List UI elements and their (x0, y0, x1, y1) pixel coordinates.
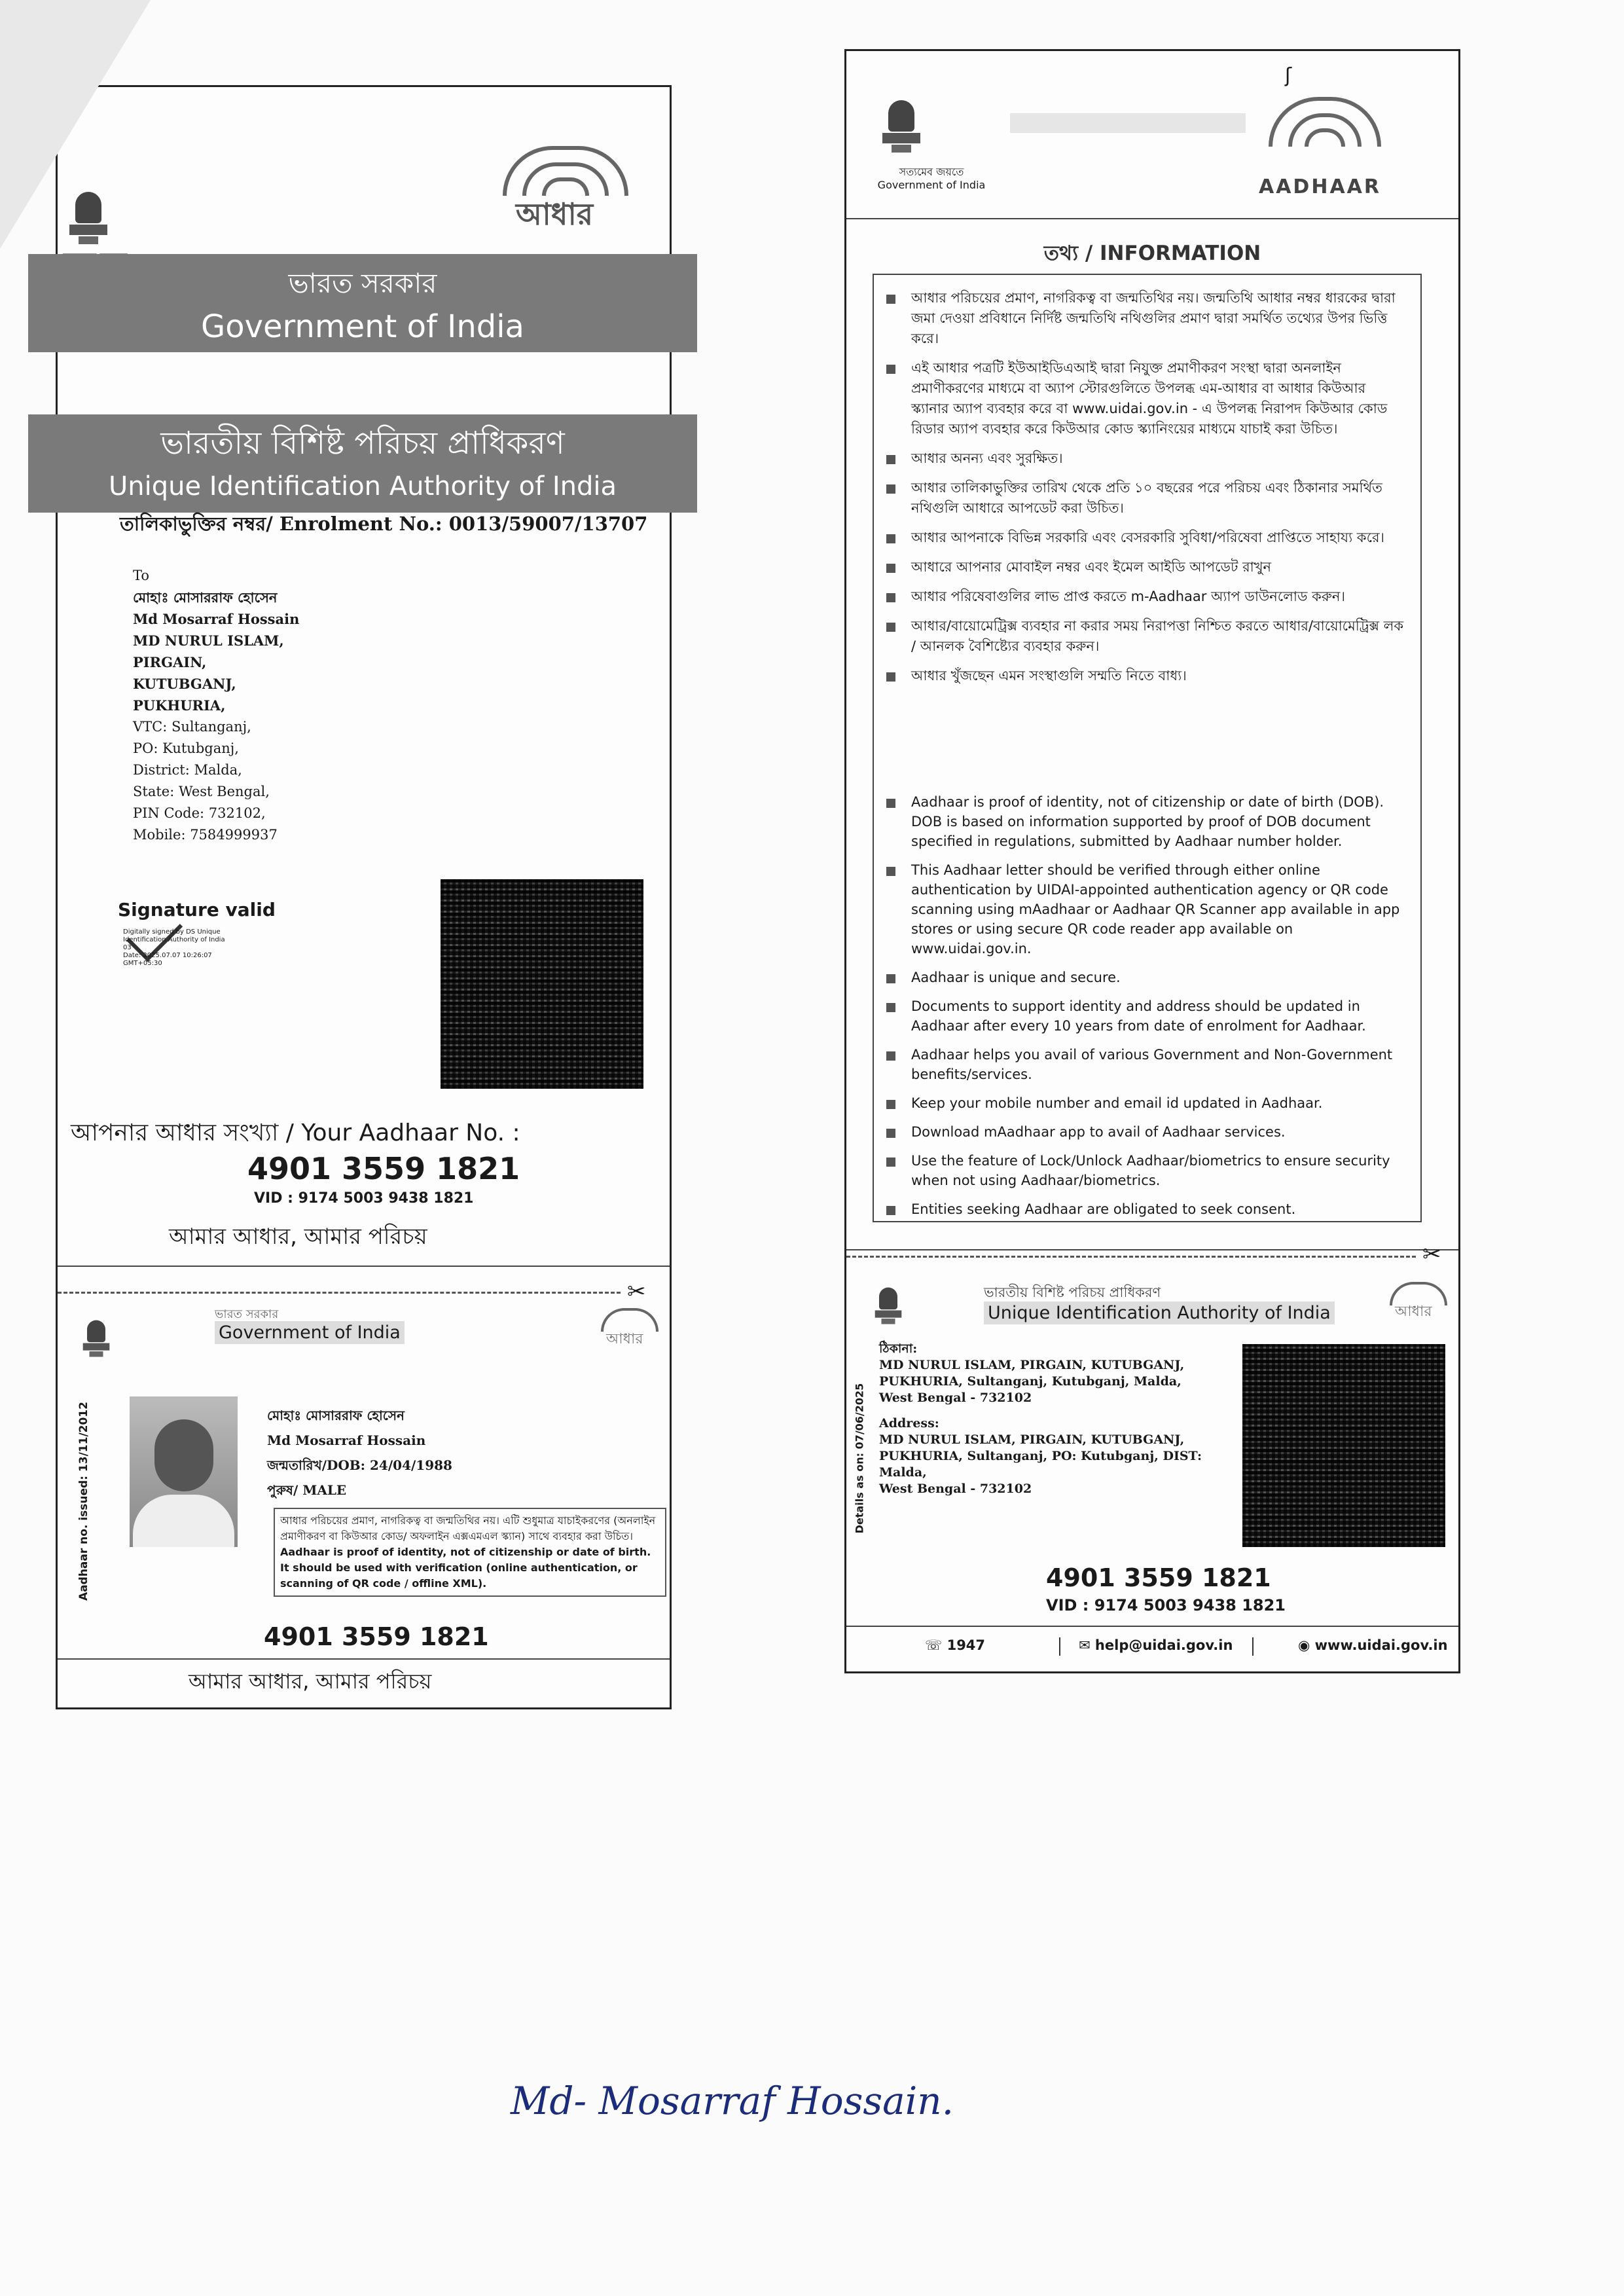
gov-band-english: Government of India (201, 308, 524, 345)
enrolment-label: তালিকাভুক্তির নম্বর/ Enrolment No.: (120, 513, 442, 535)
handwritten-signature: Md- Mosarraf Hossain. (511, 2079, 954, 2123)
list-item: Keep your mobile number and email id updated in Aadhaar. (884, 1093, 1407, 1113)
list-item: Documents to support identity and address should be updated in Aadhaar after every 10 years from date of enrolment for Aadhaar. (884, 996, 1407, 1036)
enrolment-value: 0013/59007/13707 (448, 513, 648, 535)
national-emblem-icon (83, 1321, 110, 1362)
gov-band-bengali: ভারত সরকার (288, 267, 437, 299)
list-item: Entities seeking Aadhaar are obligated to seek consent. (884, 1199, 1407, 1219)
cut-line (846, 1256, 1416, 1258)
card-divider (846, 1249, 1458, 1250)
redacted-text (1010, 113, 1246, 133)
cutout-tagline: আমার আধার, আমার পরিচয় (189, 1669, 432, 1694)
aadhaar-number: 4901 3559 1821 (247, 1151, 520, 1186)
list-item: Aadhaar helps you avail of various Government and Non-Government benefits/services. (884, 1045, 1407, 1084)
footer-separator (1059, 1637, 1060, 1656)
signature-valid-label: Signature valid (118, 899, 276, 920)
address-bengali-label: ঠিকানা: (879, 1341, 918, 1356)
list-item: Aadhaar is proof of identity, not of citizenship or date of birth (DOB). DOB is based on information supported by proof of DOB document specified in regulations, submitted by Aadhaar number holder. (884, 792, 1407, 851)
qr-code (441, 879, 643, 1089)
info-heading: তথ্য / INFORMATION (1043, 242, 1261, 265)
tagline: আমার আধার, আমার পরিচয় (169, 1224, 427, 1250)
list-item: আধারে আপনার মোবাইল নম্বর এবং ইমেল আইডি আপডেট রাখুন (884, 557, 1407, 577)
cutout-uidai-english: Unique Identification Authority of India (984, 1302, 1335, 1324)
list-item: Use the feature of Lock/Unlock Aadhaar/biometrics to ensure security when not using Aadhaar/biometrics. (884, 1151, 1407, 1190)
cutout-gov-english: Government of India (215, 1321, 405, 1344)
contact-footer (846, 1632, 1458, 1658)
web-contact: ◉ www.uidai.gov.in (1298, 1637, 1448, 1653)
aadhaar-issued-date: Aadhaar no. issued: 13/11/2012 (77, 1402, 90, 1601)
cutout-address: ঠিকানা: MD NURUL ISLAM, PIRGAIN, KUTUBGANJ, PUKHURIA, Sultanganj, Kutubganj, Malda, West Bengal - 732102 Address: MD NURUL ISLAM, PIRGAIN, KUTUBGANJ, PUKHURIA, Sultanganj, PO: Kutubganj, DIST: Malda, West Bengal - 732102 (879, 1341, 1202, 1496)
aadhaar-logo-text: AADHAAR (1259, 175, 1381, 198)
list-item: Download mAadhaar app to avail of Aadhaar services. (884, 1122, 1407, 1142)
identity-note-box (274, 1508, 666, 1597)
holder-name-bengali: মোহাঃ মোসাররাফ হোসেন (267, 1408, 405, 1423)
details-as-on-date: Details as on: 07/06/2025 (853, 1383, 866, 1534)
list-item: আধার/বায়োমেট্রিক্স ব্যবহার না করার সময় নিরাপত্তা নিশ্চিত করতে আধার/বায়োমেট্রিক্স লক / আনলক বৈশিষ্ট্যের ব্যবহার করুন। (884, 616, 1407, 657)
cut-line (58, 1292, 621, 1294)
holder-photo (130, 1396, 238, 1547)
uidai-band (28, 414, 697, 513)
list-item: আধার পরিচয়ের প্রমাণ, নাগরিকত্ব বা জন্মতিথির নয়। জন্মতিথি আধার নম্বর ধারকের দ্বারা জমা দেওয়া প্রবিধানে নির্দিষ্ট জন্মতিথি নথিগুলির প্রমাণ দ্বারা সমর্থিত তথ্যের উপর ভিত্তি করে। (884, 288, 1407, 349)
english-info-list (884, 792, 1407, 1228)
footer-divider (846, 1626, 1458, 1627)
card-divider (58, 1266, 670, 1267)
national-emblem-icon (875, 1288, 902, 1329)
phone-icon: ☏ (925, 1637, 947, 1653)
uidai-band-english: Unique Identification Authority of India (108, 471, 617, 501)
government-band (28, 254, 697, 352)
phone-contact: ☏ 1947 (925, 1637, 986, 1653)
bengali-info-list (884, 288, 1407, 695)
corner-mark: ʃ (1285, 64, 1292, 87)
cutout-gov-bengali: ভারত সরকার (215, 1307, 279, 1321)
cutout-vid-number: VID : 9174 5003 9438 1821 (1046, 1596, 1286, 1614)
your-aadhaar-label: আপনার আধার সংখ্যা / Your Aadhaar No. : (71, 1120, 520, 1146)
list-item: আধার তালিকাভুক্তির তারিখ থেকে প্রতি ১০ বছরের পরে পরিচয় এবং ঠিকানার সমর্থিত নথিগুলি আধারে আপডেট করা উচিত। (884, 478, 1407, 519)
footer-separator (1252, 1637, 1254, 1656)
enrolment-number (120, 509, 647, 541)
identity-note-english: Aadhaar is proof of identity, not of citizenship or date of birth. It should be used with verification (online authentication, or scanning of QR code / offline XML). (280, 1546, 651, 1590)
list-item: আধার পরিষেবাগুলির লাভ প্রাপ্ত করতে m-Aadhaar অ্যাপ ডাউনলোড করুন। (884, 587, 1407, 607)
holder-details (267, 1403, 452, 1503)
mail-icon: ✉ (1079, 1637, 1095, 1653)
aadhaar-logo-text: আধার (516, 196, 594, 232)
uidai-band-bengali: ভারতীয় বিশিষ্ট পরিচয় প্রাধিকরণ (160, 425, 565, 462)
identity-note-bengali: আধার পরিচয়ের প্রমাণ, নাগরিকত্ব বা জন্মতিথির নয়। এটি শুধুমাত্র যাচাইকরণের (অনলাইন প্রমাণীকরণ বা কিউআর কোড/ অফলাইন এক্সএমএল স্ক্যান) সাথে ব্যবহার করা উচিত। (280, 1514, 656, 1542)
aadhaar-letter-right: সত্যমেব জয়তে Government of India ʃ AADHAAR তথ্য / INFORMATION আধার পরিচয়ের প্রমাণ, নাগরিকত্ব বা জন্মতিথির নয়। জন্মতিথি আধার নম্বর ধারকের দ্বারা জমা দেওয়া প্রবিধানে নির্দিষ্ট জন্মতিথি নথিগুলির প্রমাণ দ্বারা সমর্থিত তথ্যের উপর ভিত্তি করে। এই আধার পত্রটি ইউআইডিএআই দ্বারা নিযুক্ত প্রমাণীকরণ সংস্থা দ্বারা অনলাইন প্রমাণীকরণের মাধ্যমে বা অ্যাপ স্টোরগুলিতে উপলব্ধ এম-আধার বা আধার কিউআর স্ক্যানার অ্যাপ ব্যবহার করে বা www.uidai.gov.in - এ উপলব্ধ নিরাপদ কিউআর কোড রিডার অ্যাপ ব্যবহার করে কিউআর কোড স্ক্যানিংয়ের মাধ্যমে যাচাই করা উচিত। আধার অনন্য এবং সুরক্ষিত। আধার তালিকাভুক্তির তারিখ থেকে প্রতি ১০ বছরের পরে পরিচয় এবং ঠিকানার সমর্থিত নথিগুলি আধারে আপডেট করা উচিত। আধার আপনাকে বিভিন্ন সরকারি এবং বেসরকারি সুবিধা/পরিষেবা প্রাপ্তিতে সাহায্য করে। আধারে আপনার মোবাইল নম্বর এবং ইমেল আইডি আপডেট রাখুন আধার পরিষেবাগুলির লাভ প্রাপ্ত করতে m-Aadhaar অ্যাপ ডাউনলোড করুন। আধার/বায়োমেট্রিক্স ব্যবহার না করার সময় নিরাপত্তা নিশ্চিত করতে আধার/বায়োমেট্রিক্স লক / আনলক বৈশিষ্ট্যের ব্যবহার করুন। আধার খুঁজছেন এমন সংস্থাগুলি সম্মতি নিতে বাধ্য। Aadhaar is proof of identity, not of citizenship or date of birth (DOB). DOB is based on information supported by proof of DOB document specified in regulations, submitted by Aadhaar number holder. This Aadhaar letter should be verified through either online authentication by UIDAI-appointed authentication agency or QR code scanning using mAadhaar or Aadhaar QR Scanner app available in app stores or using secure QR code reader app available on www.uidai.gov.in. Aadhaar is unique and secure. Documents to support identity and address should be updated in Aadhaar after every 10 years from date of enrolment for Aadhaar. Aadhaar helps you avail of various Government and Non-Government benefits/services. Keep your mobile number and email id updated in Aadhaar. Download mAadhaar app to avail of Aadhaar services. Use the feature of Lock/Unlock Aadhaar/biometrics to ensure security when not using Aadhaar/biometrics. Entities seeking Aadhaar are obligated to seek consent. ✂ ভারতীয় বিশিষ্ট পরিচয় প্রাধিকরণ Unique Identification Authority of India আধার Details as on: 07/06/2025 ঠিকানা: MD NURUL ISLAM, PIRGAIN, KUTUBGANJ, PUKHURIA, Sultanganj, Kutubganj, Malda, West Bengal - 732102 Address: MD NURUL ISLAM, PIRGAIN, KUTUBGANJ, PUKHURIA, Sultanganj, PO: Kutubganj, DIST: Malda, West Bengal - 732102 4901 3559 1821 VID : 9174 5003 9438 1821 ☏ 1947 ✉ help@uidai.gov.in ◉ www.uidai.gov.in (844, 49, 1460, 1673)
holder-gender: পুরুষ/ MALE (267, 1482, 347, 1498)
recipient-address: To মোহাঃ মোসাররাফ হোসেন Md Mosarraf Hossain MD NURUL ISLAM, PIRGAIN, KUTUBGANJ, PUKHURIA, VTC: Sultanganj, PO: Kutubganj, District: Malda, State: West Bengal, PIN Code: 732102, Mobile: 7584999937 (133, 568, 300, 843)
list-item: আধার আপনাকে বিভিন্ন সরকারি এবং বেসরকারি সুবিধা/পরিষেবা প্রাপ্তিতে সাহায্য করে। (884, 528, 1407, 548)
holder-dob: জন্মতারিখ/DOB: 24/04/1988 (267, 1457, 452, 1473)
cutout-uidai-bengali: ভারতীয় বিশিষ্ট পরিচয় প্রাধিকরণ (984, 1285, 1161, 1300)
list-item: এই আধার পত্রটি ইউআইডিএআই দ্বারা নিযুক্ত প্রমাণীকরণ সংস্থা দ্বারা অনলাইন প্রমাণীকরণের মাধ্যমে বা অ্যাপ স্টোরগুলিতে উপলব্ধ এম-আধার বা আধার কিউআর স্ক্যানার অ্যাপ ব্যবহার করে বা www.uidai.gov.in - এ উপলব্ধ নিরাপদ কিউআর কোড রিডার অ্যাপ ব্যবহার করে কিউআর কোড স্ক্যানিংয়ের মাধ্যমে যাচাই করা উচিত। (884, 358, 1407, 439)
cutout-aadhaar-number: 4901 3559 1821 (1046, 1563, 1271, 1592)
folded-corner (0, 0, 151, 249)
scissors-icon: ✂ (1422, 1241, 1441, 1267)
aadhaar-letter-left: আধার ভারত সরকার Government of India ভারতীয় বিশিষ্ট পরিচয় প্রাধিকরণ Unique Identification Authority of India তালিকাভুক্তির নম্বর/ Enrolment No.: 0013/59007/13707 To মোহাঃ মোসাররাফ হোসেন Md Mosarraf Hossain MD NURUL ISLAM, PIRGAIN, KUTUBGANJ, PUKHURIA, VTC: Sultanganj, PO: Kutubganj, District: Malda, State: West Bengal, PIN Code: 732102, Mobile: 7584999937 Signature valid Digitally signed by DS Unique Identification Authority of India 03 Date: 2025.07.07 10:26:07 GMT+05:30 আপনার আধার সংখ্যা / Your Aadhaar No. : 4901 3559 1821 VID : 9174 5003 9438 1821 আমার আধার, আমার পরিচয় ✂ ভারত সরকার Government of India আধার Aadhaar no. issued: 13/11/2012 মোহাঃ মোসাররাফ হোসেন Md Mosarraf Hossain জন্মতারিখ/DOB: 24/04/1988 পুরুষ/ MALE আধার পরিচয়ের প্রমাণ, নাগরিকত্ব বা জন্মতিথির নয়। এটি শুধুমাত্র যাচাইকরণের (অনলাইন প্রমাণীকরণ বা কিউআর কোড/ অফলাইন এক্সএমএল স্ক্যান) সাথে ব্যবহার করা উচিত। Aadhaar is proof of identity, not of citizenship or date of birth. It should be used with verification (online authentication, or scanning of QR code / offline XML). 4901 3559 1821 আমার আধার, আমার পরিচয় (56, 85, 672, 1709)
address-english-label: Address: (879, 1416, 939, 1430)
header-divider (846, 218, 1458, 219)
list-item: This Aadhaar letter should be verified through either online authentication by UIDAI-appointed authentication agency or QR code scanning using mAadhaar or Aadhaar QR Scanner app available in app stores or using secure QR code reader app available on www.uidai.gov.in. (884, 860, 1407, 958)
globe-icon: ◉ (1298, 1637, 1315, 1653)
cutout-divider (58, 1658, 670, 1660)
qr-code (1242, 1344, 1445, 1547)
digital-signature-details: Digitally signed by DS Unique Identification Authority of India 03 Date: 2025.07.07 10:26:07 GMT+05:30 (123, 928, 225, 967)
list-item: Aadhaar is unique and secure. (884, 968, 1407, 987)
list-item: আধার খুঁজছেন এমন সংস্থাগুলি সম্মতি নিতে বাধ্য। (884, 666, 1407, 686)
national-emblem-icon (882, 100, 920, 159)
list-item: আধার অনন্য এবং সুরক্ষিত। (884, 448, 1407, 469)
emblem-caption: সত্যমেব জয়তে Government of India (877, 166, 986, 191)
vid-number: VID : 9174 5003 9438 1821 (254, 1190, 474, 1207)
cutout-aadhaar-number: 4901 3559 1821 (264, 1622, 489, 1651)
holder-name-english: Md Mosarraf Hossain (267, 1432, 426, 1448)
information-box (873, 274, 1422, 1222)
scissors-icon: ✂ (627, 1279, 646, 1305)
email-contact: ✉ help@uidai.gov.in (1079, 1637, 1233, 1653)
